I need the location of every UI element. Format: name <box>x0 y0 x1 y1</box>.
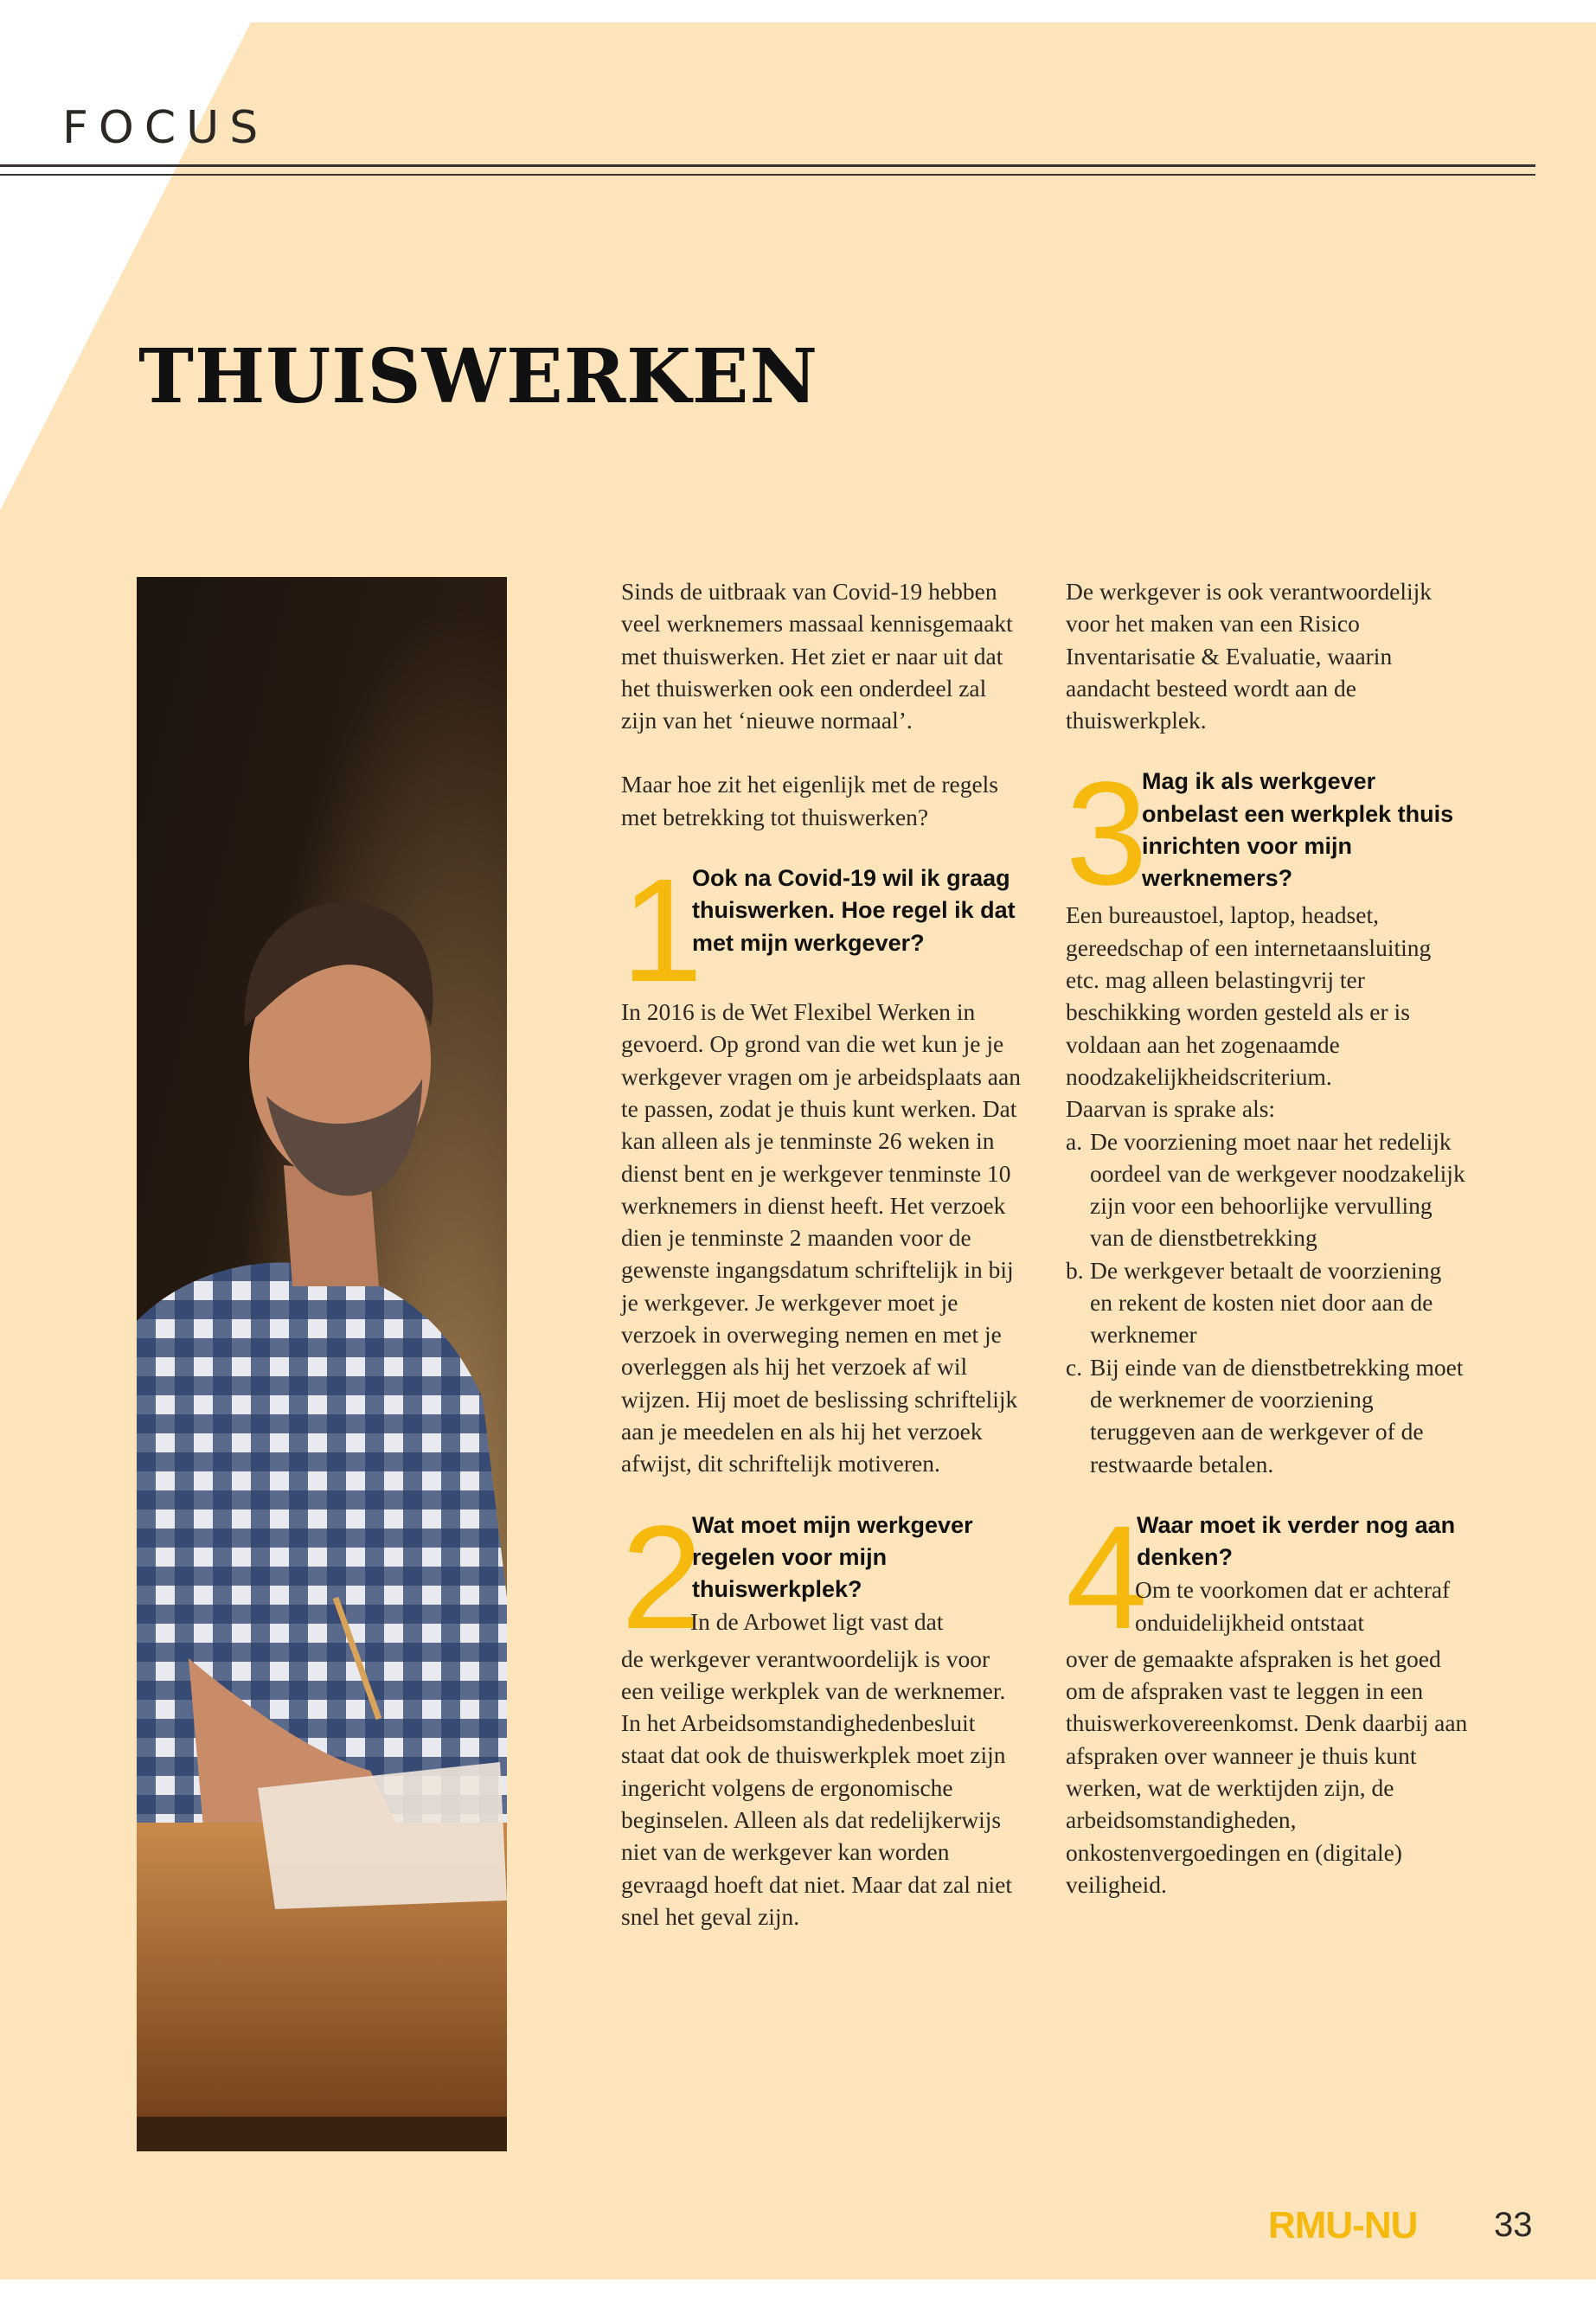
header-rule-thin <box>0 174 1535 176</box>
list-label: b. <box>1066 1256 1084 1284</box>
section-label: FOCUS <box>62 102 269 154</box>
question-number: 2 <box>621 1495 703 1660</box>
header-rule <box>0 164 1535 167</box>
question-heading: Ook na Covid-19 wil ik graag thuiswerken. Hoe regel ik dat met mijn werkgever? <box>692 865 1016 956</box>
list-text: De voorziening moet naar het redelijk oordeel van de werkgever noodzakelijk zijn voor een behoorlijke vervulling van de dienstbetrekking <box>1090 1127 1465 1252</box>
answer-lead: Om te voorkomen dat er achteraf onduidelijkheid ontstaat <box>1135 1576 1451 1636</box>
list-item <box>1066 1254 1468 1351</box>
question-3 <box>1066 752 1468 917</box>
answer-paragraph: Een bureaustoel, laptop, headset, gereedschap of een internetaansluiting etc. mag alleen belastingvrij ter beschikking worden gesteld als er is voldaan aan het zogenaamde noodzakelijkheidscriterium. <box>1066 901 1432 1090</box>
question-1 <box>621 849 1023 1014</box>
answer-paragraph: In 2016 is de Wet Flexibel Werken in gevoerd. Op grond van die wet kun je je werkgever vragen om je arbeidsplaats aan te passen, zodat je thuis kunt werken. Dat kan alleen als je tenminste 26 weken in dienst bent en je werkgever tenminste 10 werknemers in dienst heeft. Het verzoek dien je tenminste 2 maanden voor de gewenste ingangsdatum schriftelijk in bij je werkgever. Je werkgever moet je verzoek in overweging nemen en met je overleggen als hij het verzoek af wil wijzen. Hij moet de beslissing schriftelijk aan je meedelen en als hij het verzoek afwijst, dit schriftelijk motiveren. <box>621 998 1021 1477</box>
list-text: De werkgever betaalt de voorziening en rekent de kosten niet door aan de werknemer <box>1090 1256 1442 1349</box>
text-column-left <box>621 575 1023 1932</box>
list-label: c. <box>1066 1353 1083 1381</box>
question-heading: Wat moet mijn werkgever regelen voor mijn thuiswerkplek? <box>692 1511 973 1603</box>
page-title: THUISWERKEN <box>138 333 819 420</box>
man-writing-at-desk-photo <box>137 577 507 2151</box>
intro-paragraph: Sinds de uitbraak van Covid-19 hebben veel werknemers massaal kennisgemaakt met thuiswerken. Het ziet er naar uit dat het thuiswerken ook een onderdeel zal zijn van het ‘nieuwe normaal’. <box>621 578 1013 734</box>
question-number: 1 <box>621 849 703 1014</box>
text-column-right <box>1066 575 1468 1900</box>
question-heading: Waar moet ik verder nog aan denken? <box>1137 1511 1456 1571</box>
answer-paragraph: over de gemaakte afspraken is het goed om de afspraken vast te leggen in een thuiswerkovereenkomst. Denk daarbij aan afspraken over wanneer je thuis kunt werken, wat de werktijden zijn, de arbeidsomstandigheden, onkostenvergoedingen en (digitale) veiligheid. <box>1066 1644 1468 1898</box>
question-4 <box>1066 1495 1468 1660</box>
question-2 <box>621 1495 1023 1660</box>
answer-lead: In de Arbowet ligt vast dat <box>690 1608 944 1636</box>
question-number: 3 <box>1066 752 1148 917</box>
list-text: Bij einde van de dienstbetrekking moet de werknemer de voorziening teruggeven aan de werkgever of de restwaarde betalen. <box>1090 1353 1464 1477</box>
rmu-nu-logo: RMU-NU <box>1268 2204 1418 2247</box>
question-heading: Mag ik als werkgever onbelast een werkplek thuis inrichten voor mijn werknemers? <box>1142 768 1454 892</box>
intro-paragraph: De werkgever is ook verantwoordelijk voor het maken van een Risico Inventarisatie & Evaluatie, waarin aandacht besteed wordt aan de thuiswerkplek. <box>1066 578 1433 734</box>
list-intro: Daarvan is sprake als: <box>1066 1095 1276 1123</box>
question-number: 4 <box>1066 1495 1148 1660</box>
list-label: a. <box>1066 1127 1083 1155</box>
page-number: 33 <box>1494 2206 1533 2244</box>
list-item <box>1066 1125 1468 1254</box>
intro-paragraph: Maar hoe zit het eigenlijk met de regels met betrekking tot thuiswerken? <box>621 771 999 830</box>
list-item <box>1066 1351 1468 1480</box>
answer-paragraph: de werkgever verantwoordelijk is voor een veilige werkplek van de werknemer. In het Arbeidsomstandighedenbesluit staat dat ook de thuiswerkplek moet zijn ingericht volgens de ergonomische beginselen. Alleen als dat redelijkerwijs niet van de werkgever kan worden gevraagd hoeft dat niet. Maar dat zal niet snel het geval zijn. <box>621 1644 1013 1930</box>
